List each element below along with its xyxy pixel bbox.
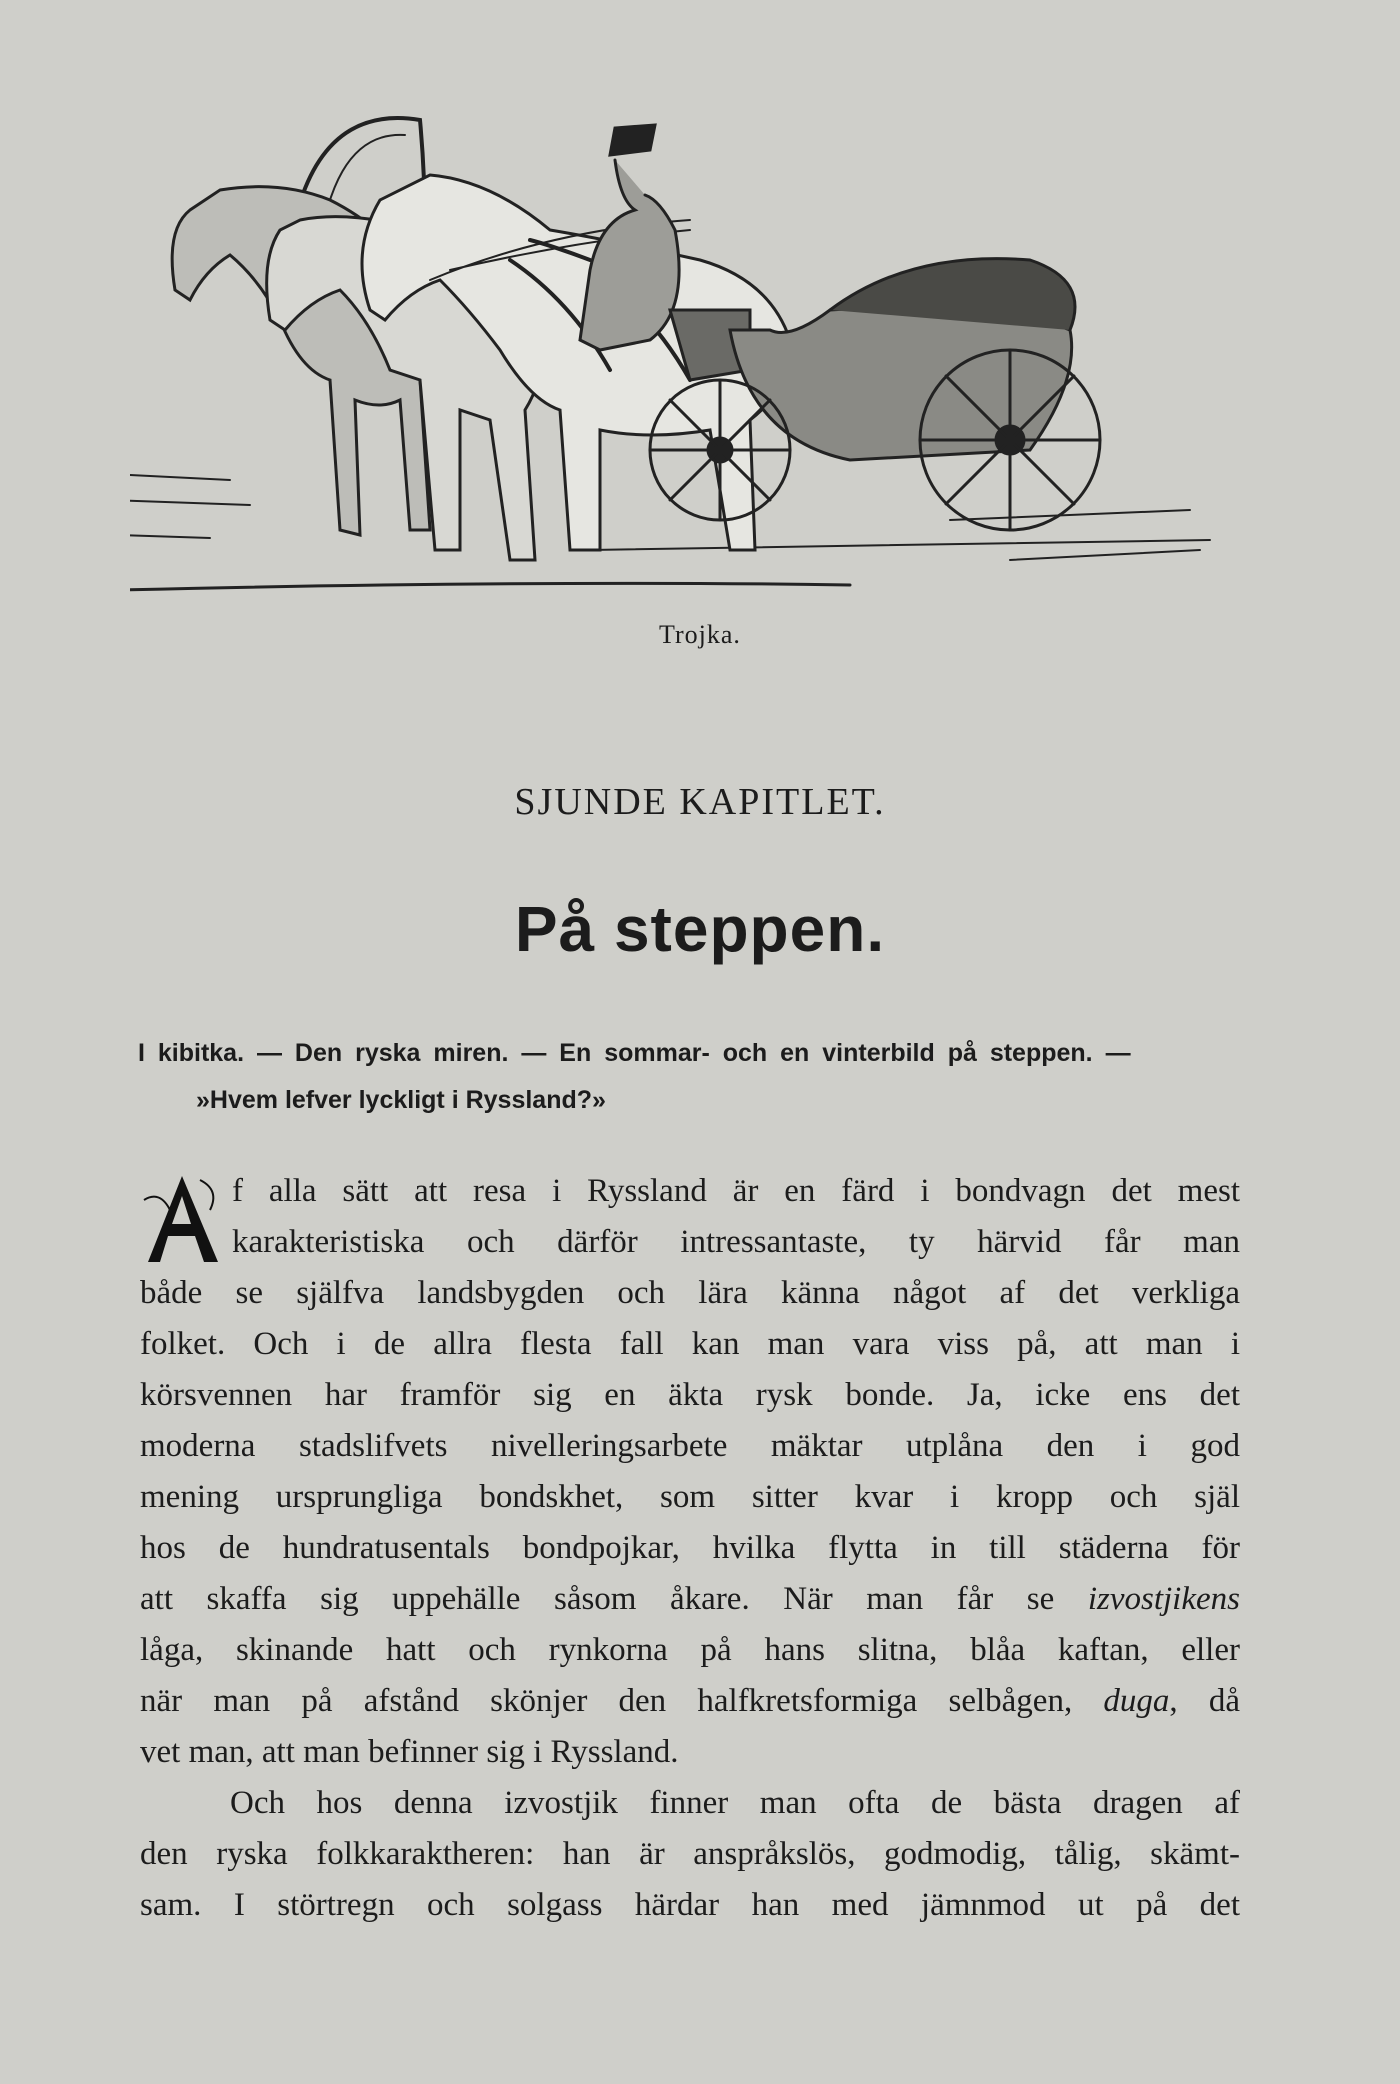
text-line [140,1574,1240,1625]
body-text [140,1166,1240,1931]
text-line: vet man, att man befinner sig i Ryssland. [140,1734,679,1770]
text-line: hos de hundratusentals bondpojkar, hvilka flytta in till städerna för [140,1530,1240,1566]
chapter-summary [138,1030,1258,1124]
text-line: både se själfva landsbygden och lära känna något af det verkliga [140,1275,1240,1311]
text-line: den ryska folkkaraktheren: han är anspråkslös, godmodig, tålig, skämt- [140,1836,1240,1872]
text-line: mening ursprungliga bondskhet, som sitter kvar i kropp och själ [140,1479,1240,1515]
text-segment: , då [1169,1683,1241,1719]
text-line: körsvennen har framför sig en äkta rysk bonde. Ja, icke ens det [140,1377,1240,1413]
troika-illustration [130,80,1230,600]
text-line: moderna stadslifvets nivelleringsarbete mäktar utplåna den i god [140,1428,1240,1464]
dropcap-letter: A [176,1237,188,1252]
text-line [140,1676,1240,1727]
italic-term: duga [1103,1683,1170,1719]
chapter-title: På steppen. [514,893,886,965]
chapter-heading: SJUNDE KAPITLET. [514,781,886,823]
text-segment: när man på afstånd skönjer den halfkretsformiga selbågen, [140,1683,1073,1719]
text-segment: att skaffa sig uppehälle såsom åkare. När man får se [140,1581,1055,1617]
text-line: sam. I störtregn och solgass härdar han med jämnmod ut på det [140,1887,1240,1923]
ornamental-dropcap-icon [140,1170,226,1266]
text-line: folket. Och i de allra flesta fall kan man vara viss på, att man i [140,1326,1240,1362]
italic-term: izvostjikens [1087,1581,1240,1617]
text-segment: f alla sätt att resa i Ryssland är en färd i bondvagn det mest [232,1173,1240,1209]
summary-line-1: I kibitka. — Den ryska miren. — En sommar- och en vinterbild på steppen. — [138,1039,1131,1067]
summary-line-2: »Hvem lefver lyckligt i Ryssland?» [196,1086,606,1114]
text-line: låga, skinande hatt och rynkorna på hans slitna, blåa kaftan, eller [140,1632,1240,1668]
text-line: karakteristiska och därför intressantaste, ty härvid får man [232,1224,1240,1260]
paragraph-2 [140,1778,1240,1931]
text-line: Och hos denna izvostjik finner man ofta de bästa dragen af [230,1785,1240,1821]
illustration-caption: Trojka. [659,620,741,649]
paragraph-1 [140,1166,1240,1778]
